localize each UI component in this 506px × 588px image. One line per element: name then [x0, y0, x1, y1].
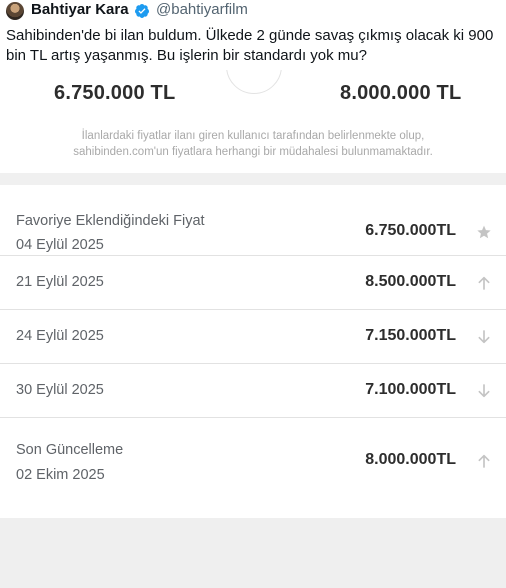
disclaimer-line-2: sahibinden.com'un fiyatlara herhangi bir müdahalesi bulunmamaktadır. — [73, 146, 433, 158]
user-handle[interactable]: @bahtiyarfilm — [156, 1, 248, 18]
arrow-up-icon — [476, 453, 492, 469]
listing-screenshot — [0, 70, 506, 588]
price-disclaimer — [0, 128, 506, 160]
star-icon — [476, 224, 492, 240]
row-date: 24 Eylül 2025 — [16, 328, 104, 344]
price-history-row — [0, 364, 506, 418]
price-history-row — [0, 256, 506, 310]
row-price: 7.150.000TL — [365, 327, 456, 344]
price-current: 8.000.000 TL — [340, 82, 462, 104]
row-price: 6.750.000TL — [365, 222, 456, 239]
row-price: 7.100.000TL — [365, 381, 456, 398]
verified-badge-icon — [134, 3, 150, 19]
price-history-row — [0, 185, 506, 256]
row-price: 8.500.000TL — [365, 273, 456, 290]
page-bottom-area — [0, 518, 506, 588]
arrow-down-icon — [476, 329, 492, 345]
arrow-down-icon — [476, 383, 492, 399]
avatar[interactable] — [6, 2, 24, 20]
price-change-circle — [226, 70, 282, 94]
disclaimer-line-1: İlanlardaki fiyatlar ilanı giren kullanıcı tarafından belirlenmekte olup, — [81, 130, 425, 142]
price-history-row — [0, 310, 506, 364]
arrow-up-icon — [476, 275, 492, 291]
price-history-list — [0, 185, 506, 502]
tweet-header — [0, 0, 506, 22]
row-label: Favoriye Eklendiğindeki Fiyat — [16, 213, 205, 229]
section-divider — [0, 173, 506, 185]
row-date: 30 Eylül 2025 — [16, 382, 104, 398]
row-date: 02 Ekim 2025 — [16, 467, 105, 483]
display-name[interactable]: Bahtiyar Kara — [31, 1, 129, 18]
row-date: 21 Eylül 2025 — [16, 274, 104, 290]
row-label: Son Güncelleme — [16, 442, 124, 458]
tweet-text: Sahibinden'de bi ilan buldum. Ülkede 2 günde savaş çıkmış olacak ki 900 bin TL artış yaşanmış. Bu işlerin bir standardı yok mu? — [6, 27, 494, 64]
row-date: 04 Eylül 2025 — [16, 237, 104, 253]
price-before: 6.750.000 TL — [54, 82, 176, 104]
price-history-row — [0, 418, 506, 502]
row-price: 8.000.000TL — [365, 451, 456, 468]
